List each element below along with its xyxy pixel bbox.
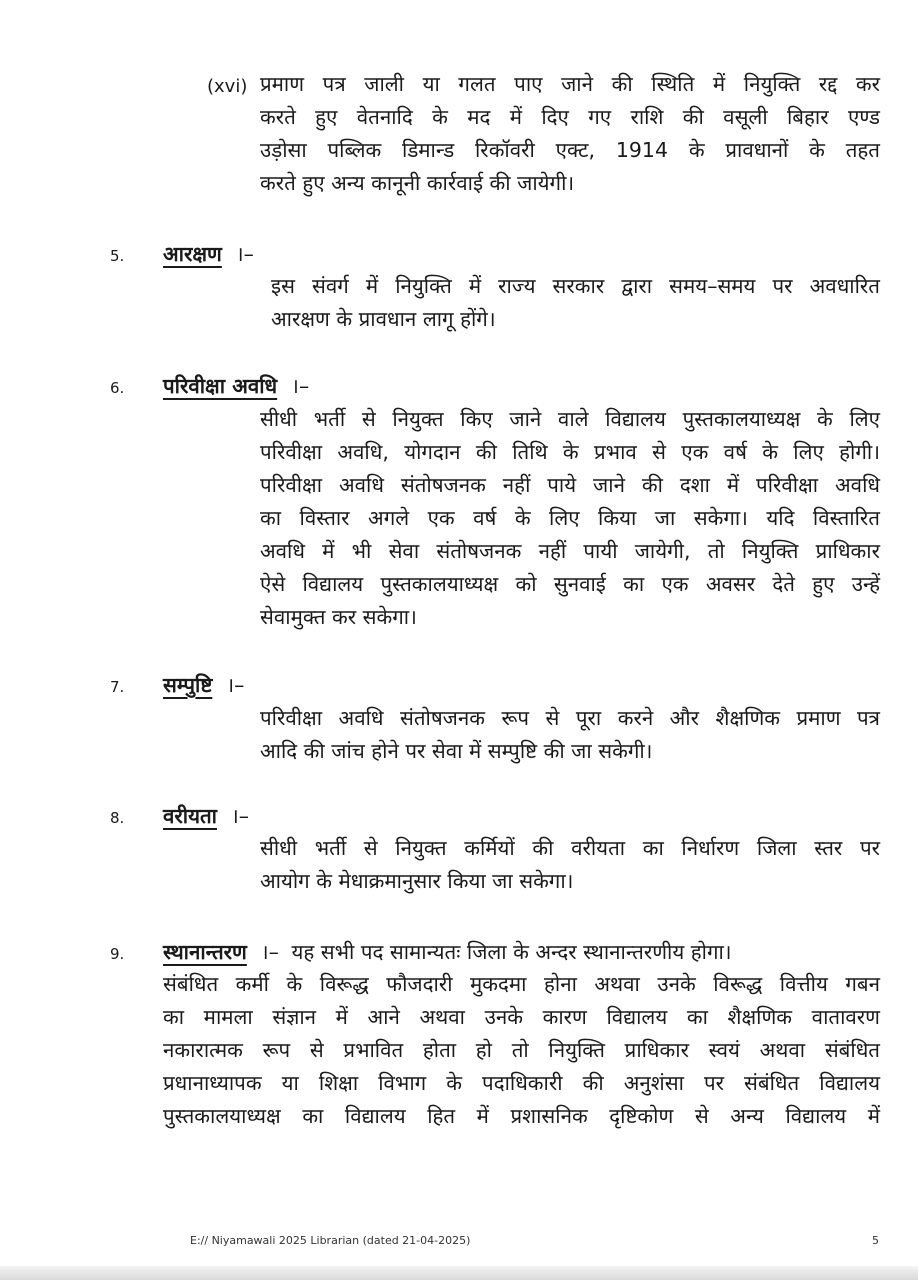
text-line: पुस्तकालयाध्यक्ष का विद्यालय हित में प्रशासनिक दृष्टिकोण से अन्य विद्यालय में	[163, 1104, 880, 1128]
text-line: परिवीक्षा अवधि, योगदान की तिथि के प्रभाव से एक वर्ष के लिए होगी।	[260, 440, 880, 464]
section-title: सम्पुष्टि	[163, 673, 213, 697]
section-body-reservation	[271, 270, 880, 336]
section-title: आरक्षण	[163, 242, 222, 266]
section-number: 9.	[110, 945, 125, 963]
clause-xvi-marker: (xvi)	[207, 76, 248, 97]
text-line: अवधि में भी सेवा संतोषजनक नहीं पायी जायेगी, तो नियुक्ति प्राधिकार	[260, 539, 880, 563]
section-number: 7.	[110, 678, 125, 696]
text-line: प्रमाण पत्र जाली या गलत पाए जाने की स्थिति में नियुक्ति रद्द कर	[260, 72, 880, 96]
section-dash: ।–	[226, 673, 245, 697]
section-dash: ।–	[230, 804, 250, 828]
section-number: 6.	[110, 379, 125, 397]
text-line: परिवीक्षा अवधि संतोषजनक रूप से पूरा करने और शैक्षणिक प्रमाण पत्र	[260, 706, 880, 730]
section-number: 5.	[110, 247, 125, 265]
section-dash: ।–	[260, 940, 279, 964]
clause-xvi-body	[260, 68, 880, 200]
footer-file-path: E:// Niyamawali 2025 Librarian (dated 21-04-2025)	[190, 1234, 471, 1247]
section-heading-probation	[163, 372, 309, 400]
text-line: सीधी भर्ती से नियुक्त किए जाने वाले विद्यालय पुस्तकालयाध्यक्ष के लिए	[260, 407, 880, 431]
text-line: संबंधित कर्मी के विरूद्ध फौजदारी मुकदमा होना अथवा उनके विरूद्ध वित्तीय गबन	[163, 972, 880, 996]
section-number: 8.	[110, 809, 125, 827]
section-body-confirmation	[260, 702, 880, 768]
text-line: परिवीक्षा अवधि संतोषजनक नहीं पाये जाने की दशा में परिवीक्षा अवधि	[260, 473, 880, 497]
text-line: आदि की जांच होने पर सेवा में सम्पुष्टि की जा सकेगी।	[260, 739, 653, 763]
text-line: उड़ोसा पब्लिक डिमान्ड रिकॉवरी एक्ट, 1914 के प्रावधानों के तहत	[260, 138, 880, 162]
section-inline-text: यह सभी पद सामान्यतः जिला के अन्दर स्थानान्तरणीय होगा।	[291, 940, 732, 964]
section-title: स्थानान्तरण	[163, 940, 247, 964]
text-line: सीधी भर्ती से नियुक्त कर्मियों की वरीयता का निर्धारण जिला स्तर पर	[260, 836, 880, 860]
section-heading-confirmation	[163, 671, 244, 699]
text-line: करते हुए वेतनादि के मद में दिए गए राशि की वसूली बिहार एण्ड	[260, 105, 880, 129]
page-bottom-edge	[0, 1266, 918, 1280]
section-title: वरीयता	[163, 804, 217, 828]
section-body-transfer	[163, 968, 880, 1133]
text-line: सेवामुक्त कर सकेगा।	[260, 605, 417, 629]
section-heading-reservation	[163, 240, 254, 268]
footer-page-number: 5	[872, 1234, 879, 1247]
section-title: परिवीक्षा अवधि	[163, 374, 278, 398]
section-heading-transfer	[163, 938, 880, 966]
text-line: आयोग के मेधाक्रमानुसार किया जा सकेगा।	[260, 869, 574, 893]
section-dash: ।–	[235, 242, 254, 266]
text-line: ऐसे विद्यालय पुस्तकालयाध्यक्ष को सुनवाई का एक अवसर देते हुए उन्हें	[260, 572, 880, 596]
text-line: आरक्षण के प्रावधान लागू होंगे।	[271, 307, 496, 331]
text-line: का विस्तार अगले एक वर्ष के लिए किया जा सकेगा। यदि विस्तारित	[260, 506, 880, 530]
text-line: प्रधानाध्यापक या शिक्षा विभाग के पदाधिकारी की अनुशंसा पर संबंधित विद्यालय	[163, 1071, 880, 1095]
text-line: का मामला संज्ञान में आने अथवा उनके कारण विद्यालय का शैक्षणिक वातावरण	[163, 1005, 880, 1029]
text-line: नकारात्मक रूप से प्रभावित होता हो तो नियुक्ति प्राधिकार स्वयं अथवा संबंधित	[163, 1038, 880, 1062]
section-dash: ।–	[291, 374, 310, 398]
text-line: इस संवर्ग में नियुक्ति में राज्य सरकार द्वारा समय–समय पर अवधारित	[271, 274, 880, 298]
text-line: करते हुए अन्य कानूनी कार्रवाई की जायेगी।	[260, 171, 575, 195]
section-body-seniority	[260, 832, 880, 898]
section-body-probation	[260, 403, 880, 634]
section-heading-seniority	[163, 802, 249, 830]
